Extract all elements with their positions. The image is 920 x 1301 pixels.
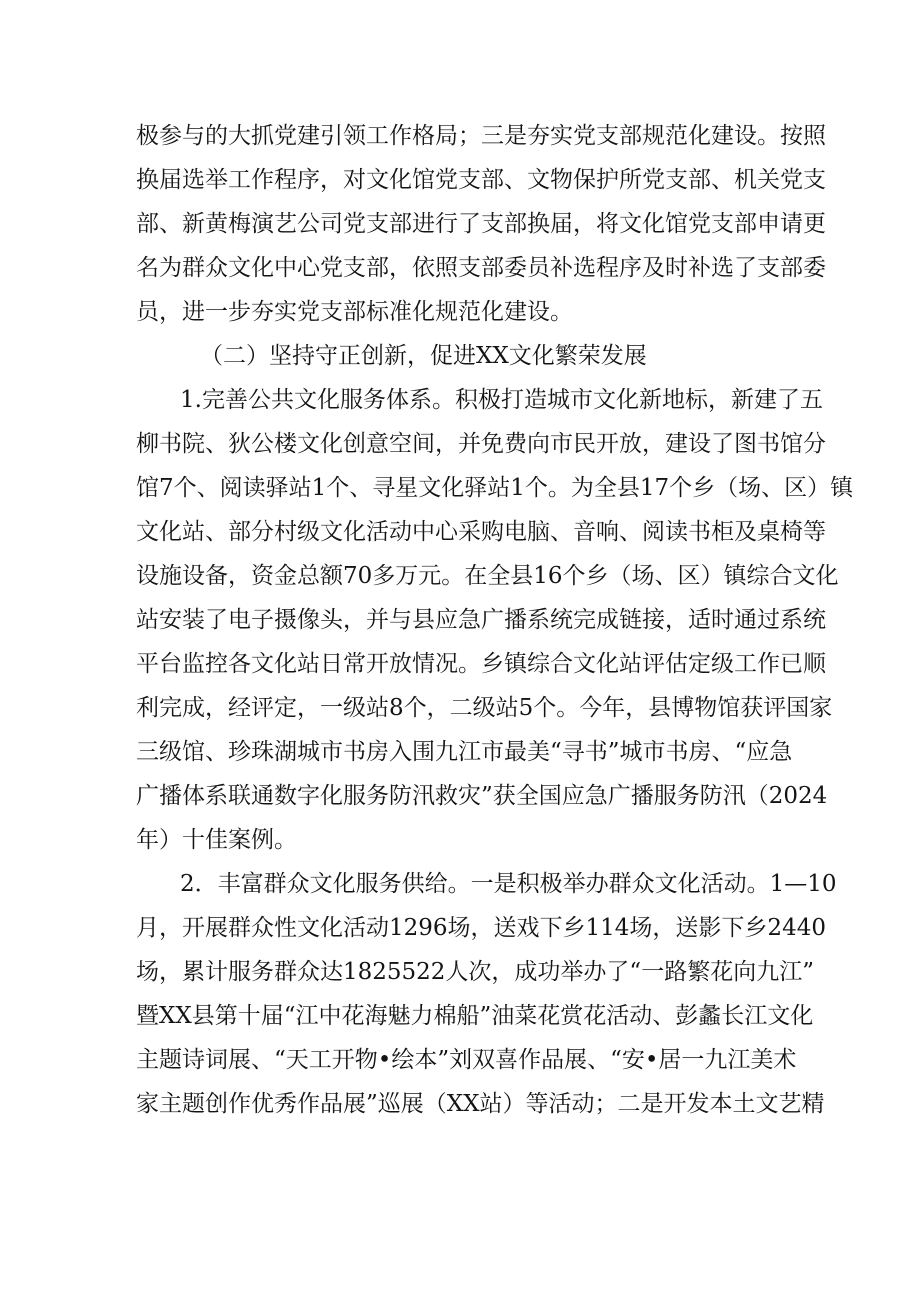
- paragraph-line: 平台监控各文化站日常开放情况。乡镇综合文化站评估定级工作已顺: [136, 651, 826, 677]
- paragraph-line: 暨XX县第十届“江中花海魅力棉船”油菜花赏花活动、彭蠡长江文化: [136, 1003, 814, 1029]
- paragraph-line: 家主题创作优秀作品展”巡展（XX站）等活动；二是开发本土文艺精: [136, 1091, 825, 1117]
- paragraph-line: 名为群众文化中心党支部，依照支部委员补选程序及时补选了支部委: [136, 255, 826, 281]
- paragraph-line: 极参与的大抓党建引领工作格局；三是夯实党支部规范化建设。按照: [136, 123, 826, 149]
- paragraph-line: 1.完善公共文化服务体系。积极打造城市文化新地标，新建了五: [180, 387, 823, 413]
- paragraph-line: 月，开展群众性文化活动1296场，送戏下乡114场，送影下乡2440: [136, 915, 826, 941]
- paragraph-line: 设施设备，资金总额70多万元。在全县16个乡（场、区）镇综合文化: [136, 563, 839, 589]
- paragraph-line: 年）十佳案例。: [136, 827, 297, 853]
- paragraph-line: 换届选举工作程序，对文化馆党支部、文物保护所党支部、机关党支: [136, 167, 826, 193]
- paragraph-line: 三级馆、珍珠湖城市书房入围九江市最美“寻书”城市书房、“应急: [136, 739, 793, 765]
- paragraph-line: 利完成，经评定，一级站8个，二级站5个。今年，县博物馆获评国家: [136, 695, 833, 721]
- paragraph-line: 柳书院、狄公楼文化创意空间，并免费向市民开放，建设了图书馆分: [136, 431, 826, 457]
- paragraph-line: 馆7个、阅读驿站1个、寻星文化驿站1个。为全县17个乡（场、区）镇: [136, 475, 854, 501]
- paragraph-line: 场，累计服务群众达1825522人次，成功举办了“一路繁花向九江”: [136, 959, 814, 985]
- paragraph-line: 文化站、部分村级文化活动中心采购电脑、音响、阅读书柜及桌椅等: [136, 519, 826, 545]
- paragraph-line: 主题诗词展、“天工开物•绘本”刘双喜作品展、“安•居一九江美术: [136, 1047, 797, 1073]
- section-heading: （二）坚持守正创新，促进XX文化繁荣发展: [200, 343, 647, 369]
- paragraph-line: 广播体系联通数字化服务防汛救灾”获全国应急广播服务防汛（2024: [136, 783, 828, 809]
- paragraph-line: 员，进一步夯实党支部标准化规范化建设。: [136, 299, 573, 325]
- paragraph-line: 部、新黄梅演艺公司党支部进行了支部换届，将文化馆党支部申请更: [136, 211, 826, 237]
- paragraph-line: 2．丰富群众文化服务供给。一是积极举办群众文化活动。1—10: [180, 871, 837, 897]
- paragraph-line: 站安装了电子摄像头，并与县应急广播系统完成链接，适时通过系统: [136, 607, 826, 633]
